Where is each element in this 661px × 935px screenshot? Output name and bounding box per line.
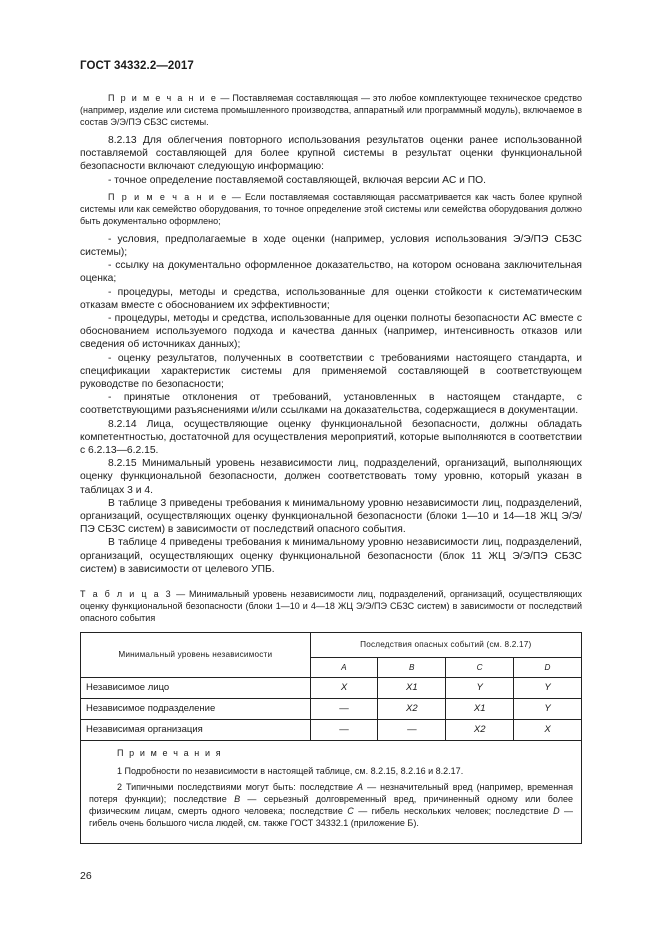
list-item: - принятые отклонения от требований, установленных в настоящем стандарте, с соответствующими разъяснениями и/или ссылками на доказательства, содержащиеся в документации. — [80, 392, 582, 417]
note-text: — Если поставляемая составляющая рассматривается как часть более крупной системы или как семейство оборудования, то точное определение этой системы или семейства оборудования должно быть документально оформлено; — [80, 191, 582, 226]
cell-d: Y — [514, 699, 582, 720]
note-label: П р и м е ч а н и е — [108, 191, 228, 202]
table-row — [81, 699, 582, 720]
paragraph-table3-reference: В таблице 3 приведены требования к минимальному уровню независимости лиц, подразделений, организаций, осуществляющих оценку функциональной безопасности (блоки 1—10 и 14—18 ЖЦ Э/Э/ПЭ СБЗС систем) в зависимости от последствий опасного события. — [80, 497, 582, 536]
row-label: Независимое лицо — [81, 678, 311, 699]
cell-b: — — [378, 720, 446, 741]
column-header-c: C — [446, 657, 514, 677]
consequence-letter: B — [234, 794, 241, 805]
standard-designation: ГОСТ 34332.2—2017 — [80, 60, 194, 72]
row-label: Независимое подразделение — [81, 699, 311, 720]
note-text: — гибель очень большого числа людей, см. также ГОСТ 34332.1 (приложение Б). — [89, 806, 573, 829]
list-item: - процедуры, методы и средства, использованные для оценки стойкости к систематическим отказам вместе с обоснованием их эффективности; — [80, 286, 582, 311]
cell-b: X2 — [378, 699, 446, 720]
cell-b: X1 — [378, 678, 446, 699]
note-text: — незначительный вред (например, временная потеря функции); последствие — [89, 782, 574, 805]
note-text: 2 Типичными последствиями могут быть: последствие — [117, 782, 358, 793]
cell-d: X — [514, 720, 582, 741]
cell-d: Y — [514, 678, 582, 699]
consequence-letter: C — [347, 806, 354, 817]
cell-c: X2 — [446, 720, 514, 741]
paragraph-table4-reference: В таблице 4 приведены требования к минимальному уровню независимости лиц, подразделений, организаций, осуществляющих оценку функциональной безопасности (блок 11 ЖЦ Э/Э/ПЭ СБЗС систем) в зависимости от целевого УПБ. — [80, 537, 582, 575]
note-text: — Поставляемая составляющая — это любое комплектующее техническое средство (например, изделие или система промышленного производства, аппаратный или программный модуль), включаемое в состав Э/Э/ПЭ СБЗС системы. — [80, 93, 582, 127]
consequence-letter: A — [357, 782, 364, 793]
cell-c: X1 — [446, 699, 514, 720]
list-item: - процедуры, методы и средства, использованные для оценки полноты безопасности АС вместе с обоснованием используемого подхода и качества данных (например, интенсивность отказов или сведения об источниках данных); — [80, 313, 582, 351]
cell-a: X — [310, 678, 378, 699]
table-label: Т а б л и ц а 3 — [80, 589, 173, 600]
column-header-a: A — [310, 657, 378, 677]
column-header-independence-level: Минимальный уровень независимости — [81, 633, 311, 678]
table-3-caption — [80, 588, 582, 624]
note-label: П р и м е ч а н и е — [108, 93, 218, 103]
paragraph-8-2-13: 8.2.13 Для облегчения повторного использования результатов оценки ранее использованной поставляемой составляющей для более крупной системы в результат оценки функциональной безопасности включают следующую информацию: — [80, 135, 582, 173]
cell-c: Y — [446, 678, 514, 699]
table-note-1: 1 Подробности по независимости в настоящей таблице, см. 8.2.15, 8.2.16 и 8.2.17. — [117, 766, 464, 777]
note-supplied-component — [80, 92, 582, 128]
cell-a: — — [310, 699, 378, 720]
table-row — [81, 720, 582, 741]
page-content — [80, 92, 582, 844]
note-larger-system — [80, 191, 582, 227]
consequence-letter: D — [553, 806, 560, 817]
list-item: - ссылку на документально оформленное доказательство, на котором основана заключительная оценка; — [80, 260, 582, 285]
list-item: - условия, предполагаемые в ходе оценки (например, условия использования Э/Э/ПЭ СБЗС системы); — [80, 233, 582, 259]
table-notes — [81, 741, 582, 844]
column-header-b: B — [378, 657, 446, 677]
list-item: - оценку результатов, полученных в соответствии с требованиями настоящего стандарта, и спецификации характеристик системы для применяемой составляющей в соответствующем руководстве по безопасности; — [80, 352, 582, 391]
cell-a: — — [310, 720, 378, 741]
list-item-exact-definition: - точное определение поставляемой составляющей, включая версии АС и ПО. — [108, 174, 487, 186]
table-3 — [80, 632, 582, 844]
page-number: 26 — [80, 870, 92, 882]
column-header-consequences: Последствия опасных событий (см. 8.2.17) — [310, 633, 581, 658]
column-header-d: D — [514, 657, 582, 677]
table-note-2 — [89, 781, 573, 829]
paragraph-8-2-14: 8.2.14 Лица, осуществляющие оценку функциональной безопасности, должны обладать компетентностью, достаточной для осуществления мероприятий, которые выполняются в соответствии с 6.2.13—6.2.15. — [80, 418, 582, 457]
notes-title: П р и м е ч а н и я — [117, 748, 223, 759]
table-caption-text: — Минимальный уровень независимости лиц, подразделений, организаций, осуществляющих оценку функциональной безопасности (блоки 1—10 и 4—18 ЖЦ Э/Э/ПЭ СБЗС систем) в зависимости от последствий опасного события — [80, 589, 583, 624]
row-label: Независимая организация — [81, 720, 311, 741]
table-row — [81, 678, 582, 699]
paragraph-8-2-15: 8.2.15 Минимальный уровень независимости лиц, подразделений, организаций, выполняющих оценку функциональной безопасности, должен соответствовать тому уровню, который указан в таблицах 3 и 4. — [80, 458, 582, 496]
note-text: — гибель нескольких человек; последствие — [353, 806, 554, 817]
note-text: — серьезный долговременный вред, причиненный одному или более физическим лицам, смерть одного человека; последствие — [89, 794, 573, 817]
